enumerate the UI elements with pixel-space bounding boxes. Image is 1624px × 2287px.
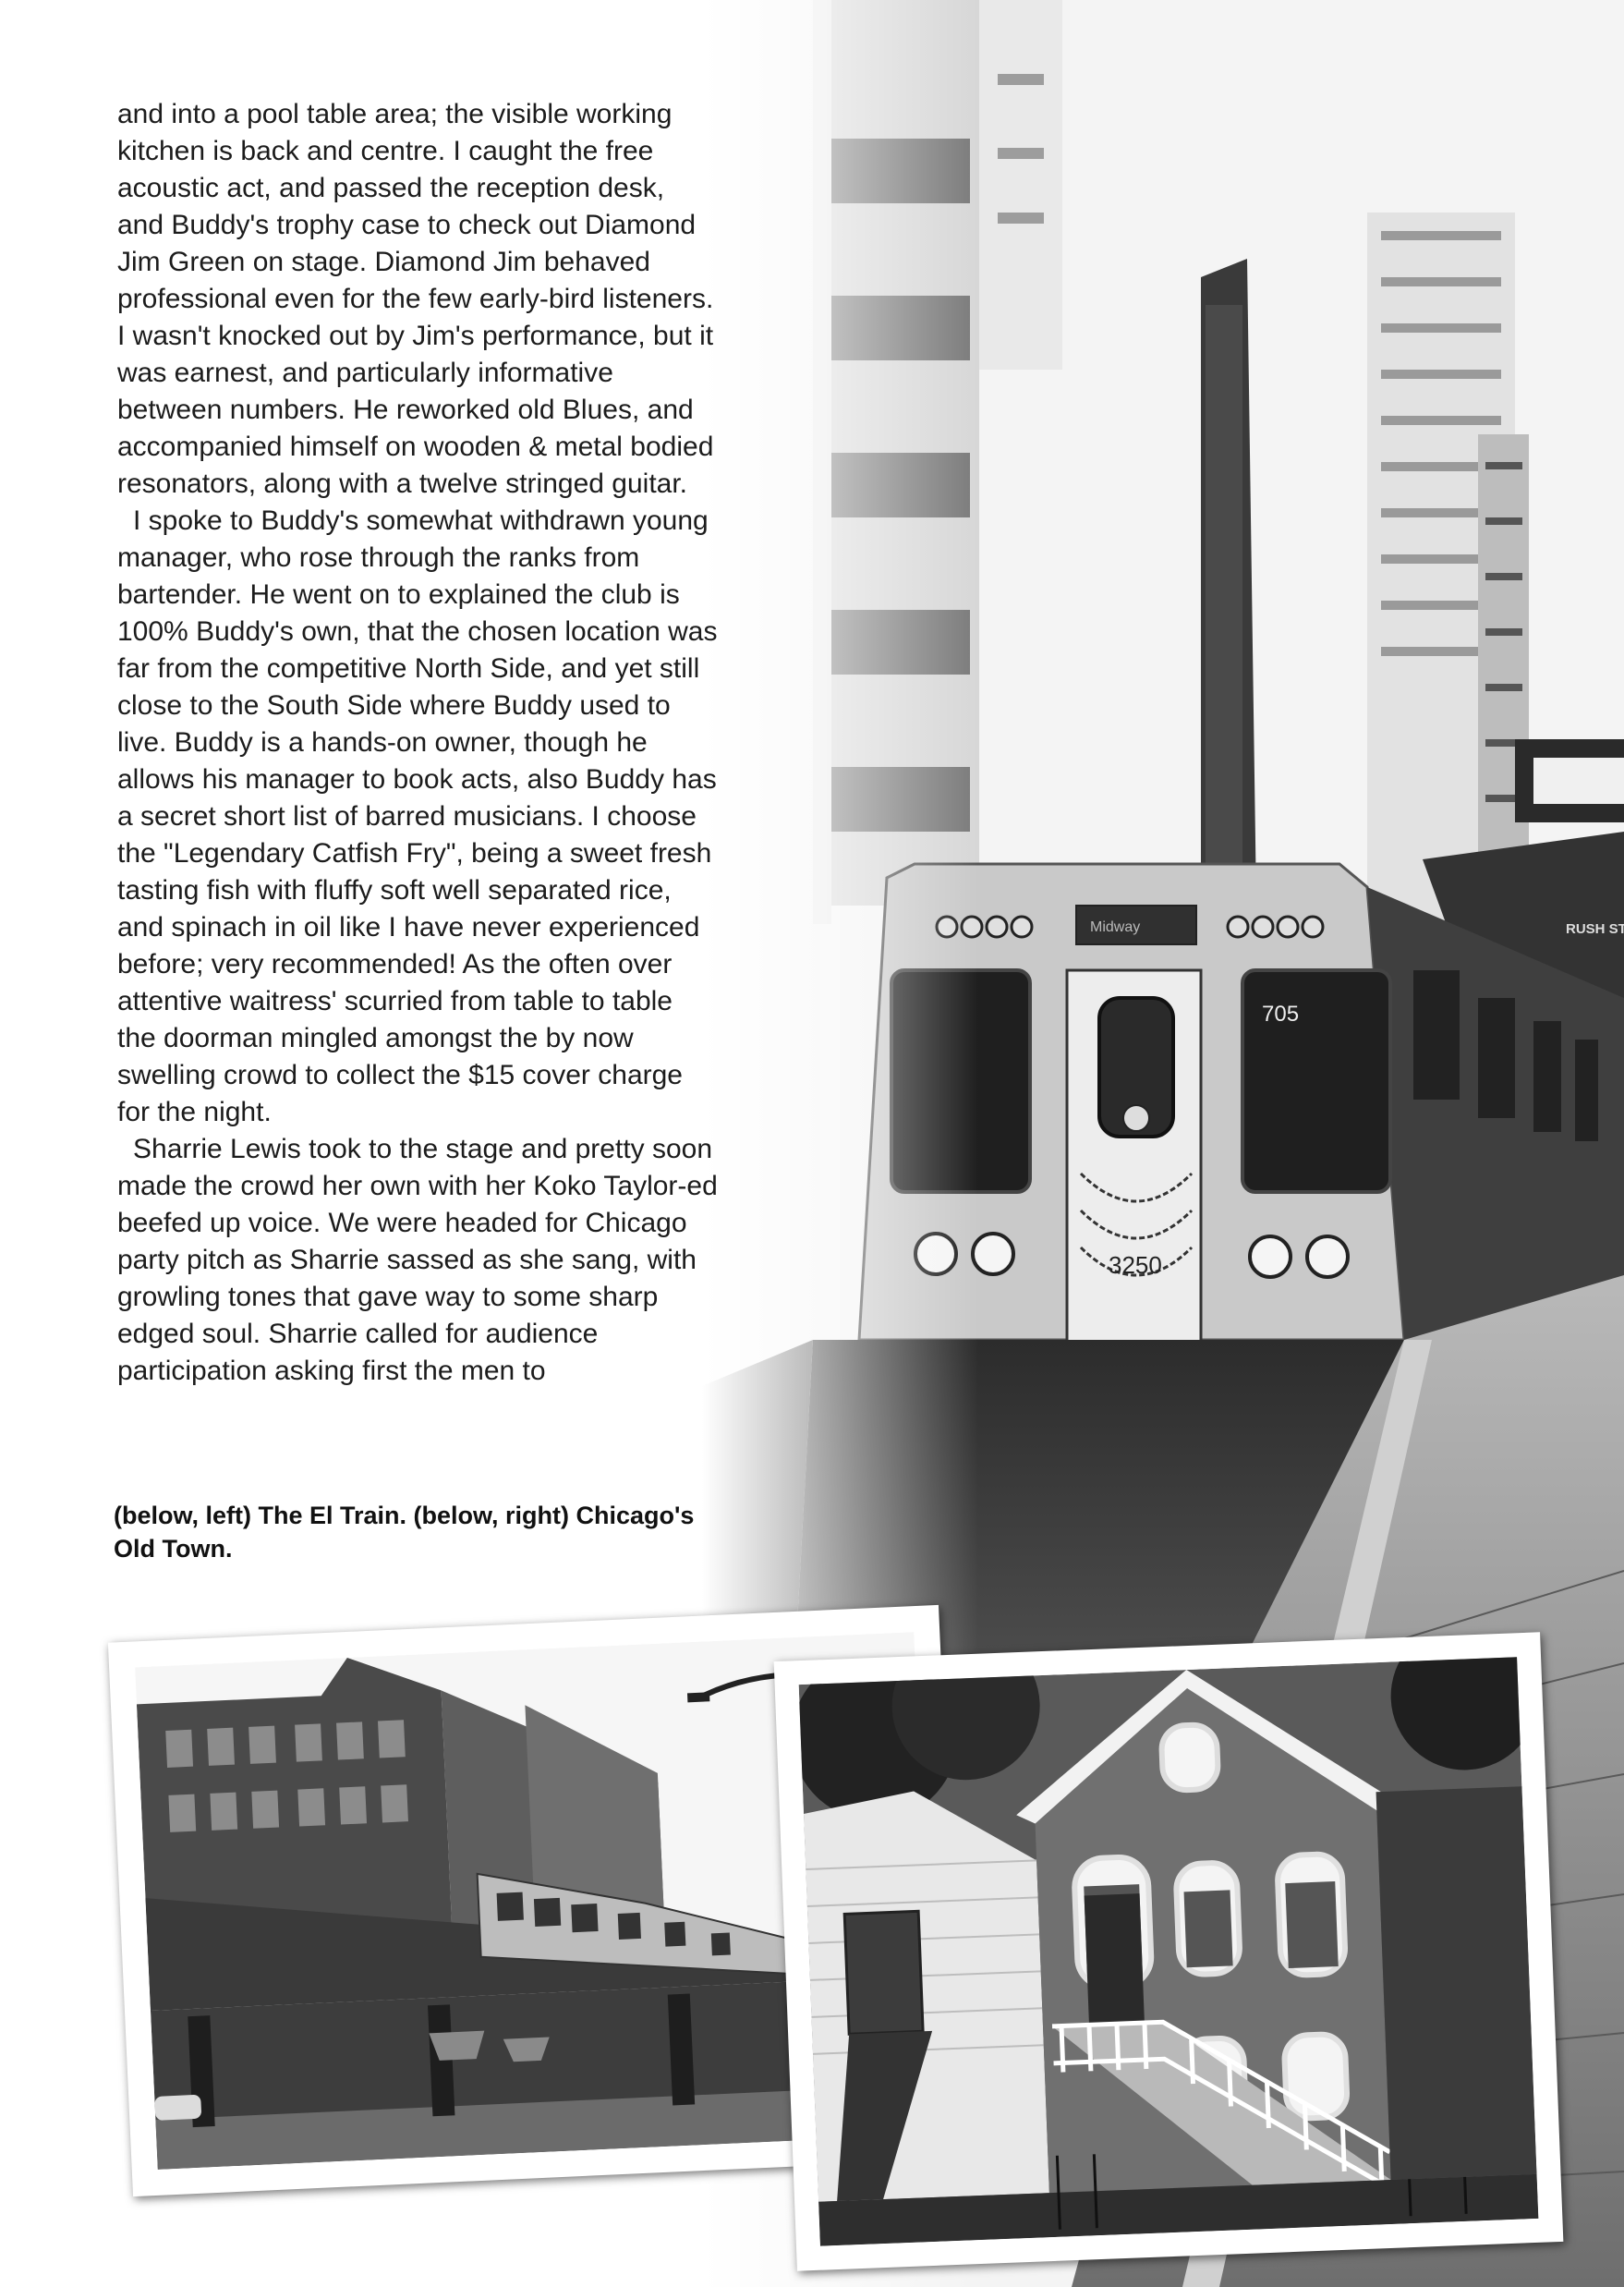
article-paragraph: I spoke to Buddy's somewhat withdrawn young manager, who rose through the ranks from bartender. He went on to explained the club is 100% Buddy's own, that the chosen location was far from the competitive North Side, and yet still close to the South Side where Buddy used to live. Buddy is a hands-on owner, though he allows his manager to book acts, also Buddy has a secret short list of barred musicians. I choose the "Legendary Catfish Fry", being a sweet fresh tasting fish with fluffy soft well separated rice, and spinach in oil like I have never experienced before; very recommended! As the often over attentive waitress' scurried from table to table the doorman mingled amongst the by now swelling crowd to collect the $15 cover charge for the night. xyxy=(117,505,718,1127)
article-paragraph: and into a pool table area; the visible working kitchen is back and centre. I caught the free acoustic act, and passed the reception desk, and Buddy's trophy case to check out Diamond Jim Green on stage. Diamond Jim behaved professional even for the few early-bird listeners. I wasn't knocked out by Jim's performance, but it was earnest, and particularly informative between numbers. He reworked old Blues, and accompanied himself on wooden & metal bodied resonators, along with a twelve stringed guitar. xyxy=(117,99,714,499)
photo-caption: (below, left) The El Train. (below, right) Chicago's Old Town. xyxy=(114,1502,695,1563)
article-paragraph: Sharrie Lewis took to the stage and pretty soon made the crowd her own with her Koko Taylor-ed beefed up voice. We were headed for Chicago party pitch as Sharrie sassed as she sang, with growling tones that gave way to some sharp edged soul. Sharrie called for audience participation asking first the men to xyxy=(117,1134,718,1386)
old-town-house-photo xyxy=(799,1657,1539,2245)
old-town-postcard xyxy=(774,1632,1564,2270)
article-body xyxy=(117,96,718,1390)
